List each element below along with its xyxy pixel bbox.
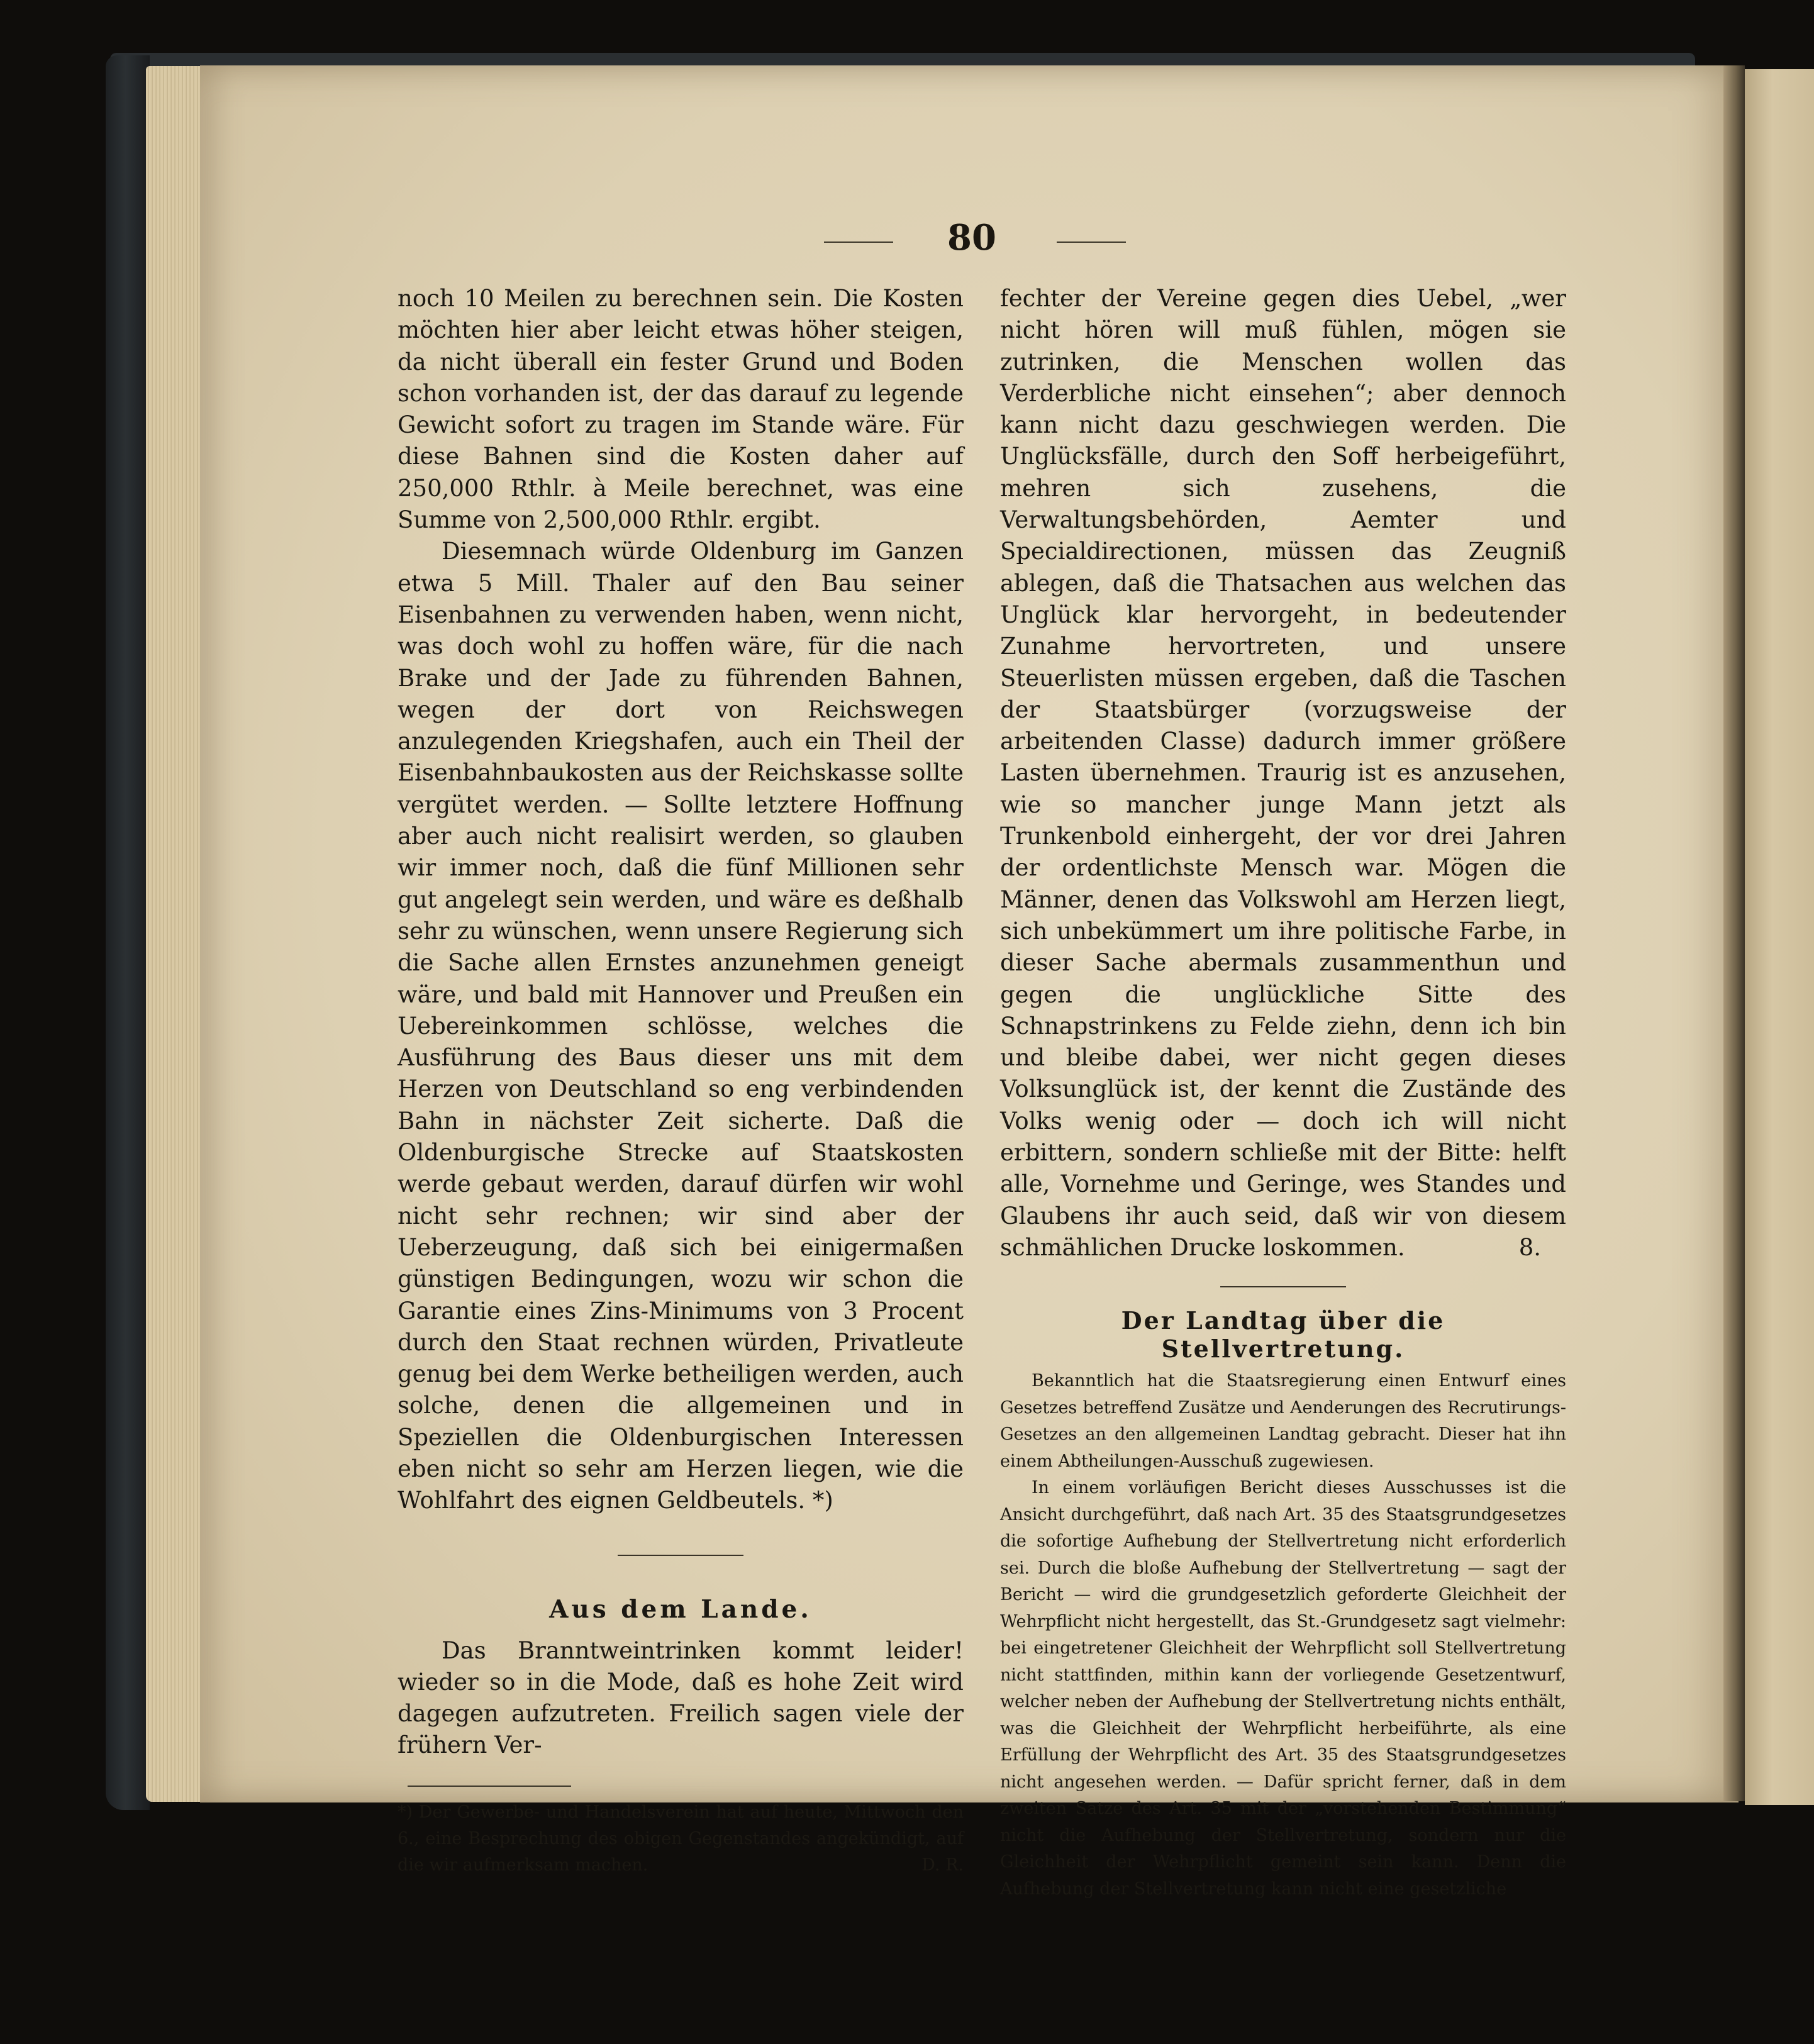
left-column-body	[398, 283, 964, 1517]
right-paragraph-1	[1000, 283, 1566, 1264]
footnote-text: *) Der Gewerbe- und Handelsverein hat auf heute, Mittwoch den 6., eine Besprechung des obigen Gegenstandes angekündigt, auf die wir aufmerksam machen.	[398, 1802, 964, 1875]
right-section-body	[1000, 1368, 1566, 1902]
book-binding	[106, 55, 150, 1810]
footnote	[398, 1799, 964, 1879]
right-column	[1000, 283, 1566, 1902]
right-paragraph-signature: 8.	[1518, 1233, 1541, 1261]
header-rule-right	[1057, 242, 1126, 243]
right-section-paragraph-1: Bekanntlich hat die Staatsregierung einen Entwurf eines Gesetzes betreffend Zusätze und Aenderungen des Recrutirungs-Gesetzes an den allgemeinen Landtag gebracht. Dieser hat ihn einem Abtheilungen-Ausschuß zugewiesen.	[1000, 1371, 1566, 1471]
footnote-signature: D. R.	[921, 1855, 964, 1875]
right-column-body	[1000, 283, 1566, 1264]
page-gutter-shadow	[1723, 65, 1745, 1801]
section-heading-landtag: Der Landtag über die Stellvertretung.	[1121, 1306, 1445, 1364]
page-block-edge	[146, 66, 206, 1802]
right-paragraph-1-text: fechter der Vereine gegen dies Uebel, „wer nicht hören will muß fühlen, mögen sie zutrinken, die Menschen wollen das Verderbliche nicht einsehen“; aber dennoch kann nicht dazu geschwiegen werden. Die Unglücksfälle, durch den Soff herbeigeführt, mehren sich zusehens, die Verwaltungsbehörden, Aemter und Specialdirectionen, müssen das Zeugniß ablegen, daß die Thatsachen aus welchen das Unglück klar hervorgeht, in bedeutender Zunahme hervortreten, und unsere Steuerlisten müssen ergeben, daß die Taschen der Staatsbürger (vorzugsweise der arbeitenden Classe) dadurch immer größere Lasten übernehmen. Traurig ist es anzusehen, wie so mancher junge Mann jetzt als Trunkenbold einhergeht, der vor drei Jahren der ordentlichste Mensch war. Mögen die Männer, denen das Volkswohl am Herzen liegt, sich unbekümmert um ihre politische Farbe, in dieser Sache abermals zusammenthun und gegen die unglückliche Sitte des Schnapstrinkens zu Felde ziehn, denn ich bin und bleibe dabei, wer nicht gegen dieses Volksunglück ist, der kennt die Zustände des Volks wenig oder — doch ich will nicht erbittern, sondern schließe mit der Bitte: helft alle, Vornehme und Geringe, wes Standes und Glaubens ihr auch seid, daß wir von diesem schmählichen Drucke loskommen.	[1000, 285, 1566, 1261]
header-rule-left	[824, 242, 893, 243]
page-number: 80	[947, 217, 996, 258]
footnote-separator	[408, 1786, 571, 1787]
left-section-paragraph: Das Branntweintrinken kommt leider! wieder so in die Mode, daß es hohe Zeit wird dagegen aufzutreten. Freilich sagen viele der frühern Ver-	[398, 1636, 964, 1759]
left-paragraph-1: noch 10 Meilen zu berechnen sein. Die Kosten möchten hier aber leicht etwas höher steigen, da nicht überall ein fester Grund und Boden schon vorhanden ist, der das darauf zu legende Gewicht sofort zu tragen im Stande wäre. Für diese Bahnen sind die Kosten daher auf 250,000 Rthlr. à Meile berechnet, was eine Summe von 2,500,000 Rthlr. ergibt.	[398, 285, 964, 534]
left-column	[398, 283, 964, 1879]
section-separator	[618, 1555, 743, 1556]
section-heading-aus-dem-lande: Aus dem Lande.	[549, 1594, 812, 1624]
right-section-paragraph-2: In einem vorläufigen Bericht dieses Ausschusses ist die Ansicht durchgeführt, daß nach Art. 35 des Staatsgrundgesetzes die sofortige Aufhebung der Stellvertretung nicht erforderlich sei. Durch die bloße Aufhebung der Stellvertretung — sagt der Bericht — wird die grundgesetzlich geforderte Gleichheit der Wehrpflicht nicht hergestellt, das St.-Grundgesetz sagt vielmehr: bei eingetretener Gleichheit der Wehrpflicht soll Stellvertretung nicht stattfinden, mithin kann der vorliegende Gesetzentwurf, welcher neben der Aufhebung der Stellvertretung nichts enthält, was die Gleichheit der Wehrpflicht herbeiführte, als eine Erfüllung der Wehrpflicht des Art. 35 des Staatsgrundgesetzes nicht angesehen werden. — Dafür spricht ferner, daß in dem zweiten Satze des Art. 35 mit der „vorstehenden Bestimmung“ nicht die Aufhebung der Stellvertretung, sondern nur die Gleichheit der Wehrpflicht gemeint sein kann. Denn die Aufhebung der Stellvertretung kann nicht eine gesetzliche	[1000, 1478, 1566, 1899]
section-separator-right	[1220, 1286, 1346, 1287]
left-section-body	[398, 1635, 964, 1762]
left-paragraph-2: Diesemnach würde Oldenburg im Ganzen etwa 5 Mill. Thaler auf den Bau seiner Eisenbahnen zu verwenden haben, wenn nicht, was doch wohl zu hoffen wäre, für die nach Brake und der Jade zu führenden Bahnen, wegen der dort von Reichswegen anzulegenden Kriegshafen, auch ein Theil der Eisenbahnbaukosten aus der Reichskasse sollte vergütet werden. — Sollte letztere Hoffnung aber auch nicht realisirt werden, so glauben wir immer noch, daß die fünf Millionen sehr gut angelegt sein werden, und wäre es deßhalb sehr zu wünschen, wenn unsere Regierung sich die Sache allen Ernstes anzunehmen geneigt wäre, und bald mit Hannover und Preußen ein Uebereinkommen schlösse, welches die Ausführung des Baus dieser uns mit dem Herzen von Deutschland so eng verbindenden Bahn in nächster Zeit sicherte. Daß die Oldenburgische Strecke auf Staatskosten werde gebaut werden, darauf dürfen wir wohl nicht sehr rechnen; wir sind aber der Ueberzeugung, daß sich bei einigermaßen günstigen Bedingungen, wozu wir schon die Garantie eines Zins-Minimums von 3 Procent durch den Staat rechnen würden, Privatleute genug bei dem Werke betheiligen werden, auch solche, denen die allgemeinen und in Speziellen die Oldenburgischen Interessen eben nicht so sehr am Herzen liegen, wie die Wohlfahrt des eignen Geldbeutels. *)	[398, 538, 964, 1514]
facing-page-edge	[1745, 69, 1814, 1805]
